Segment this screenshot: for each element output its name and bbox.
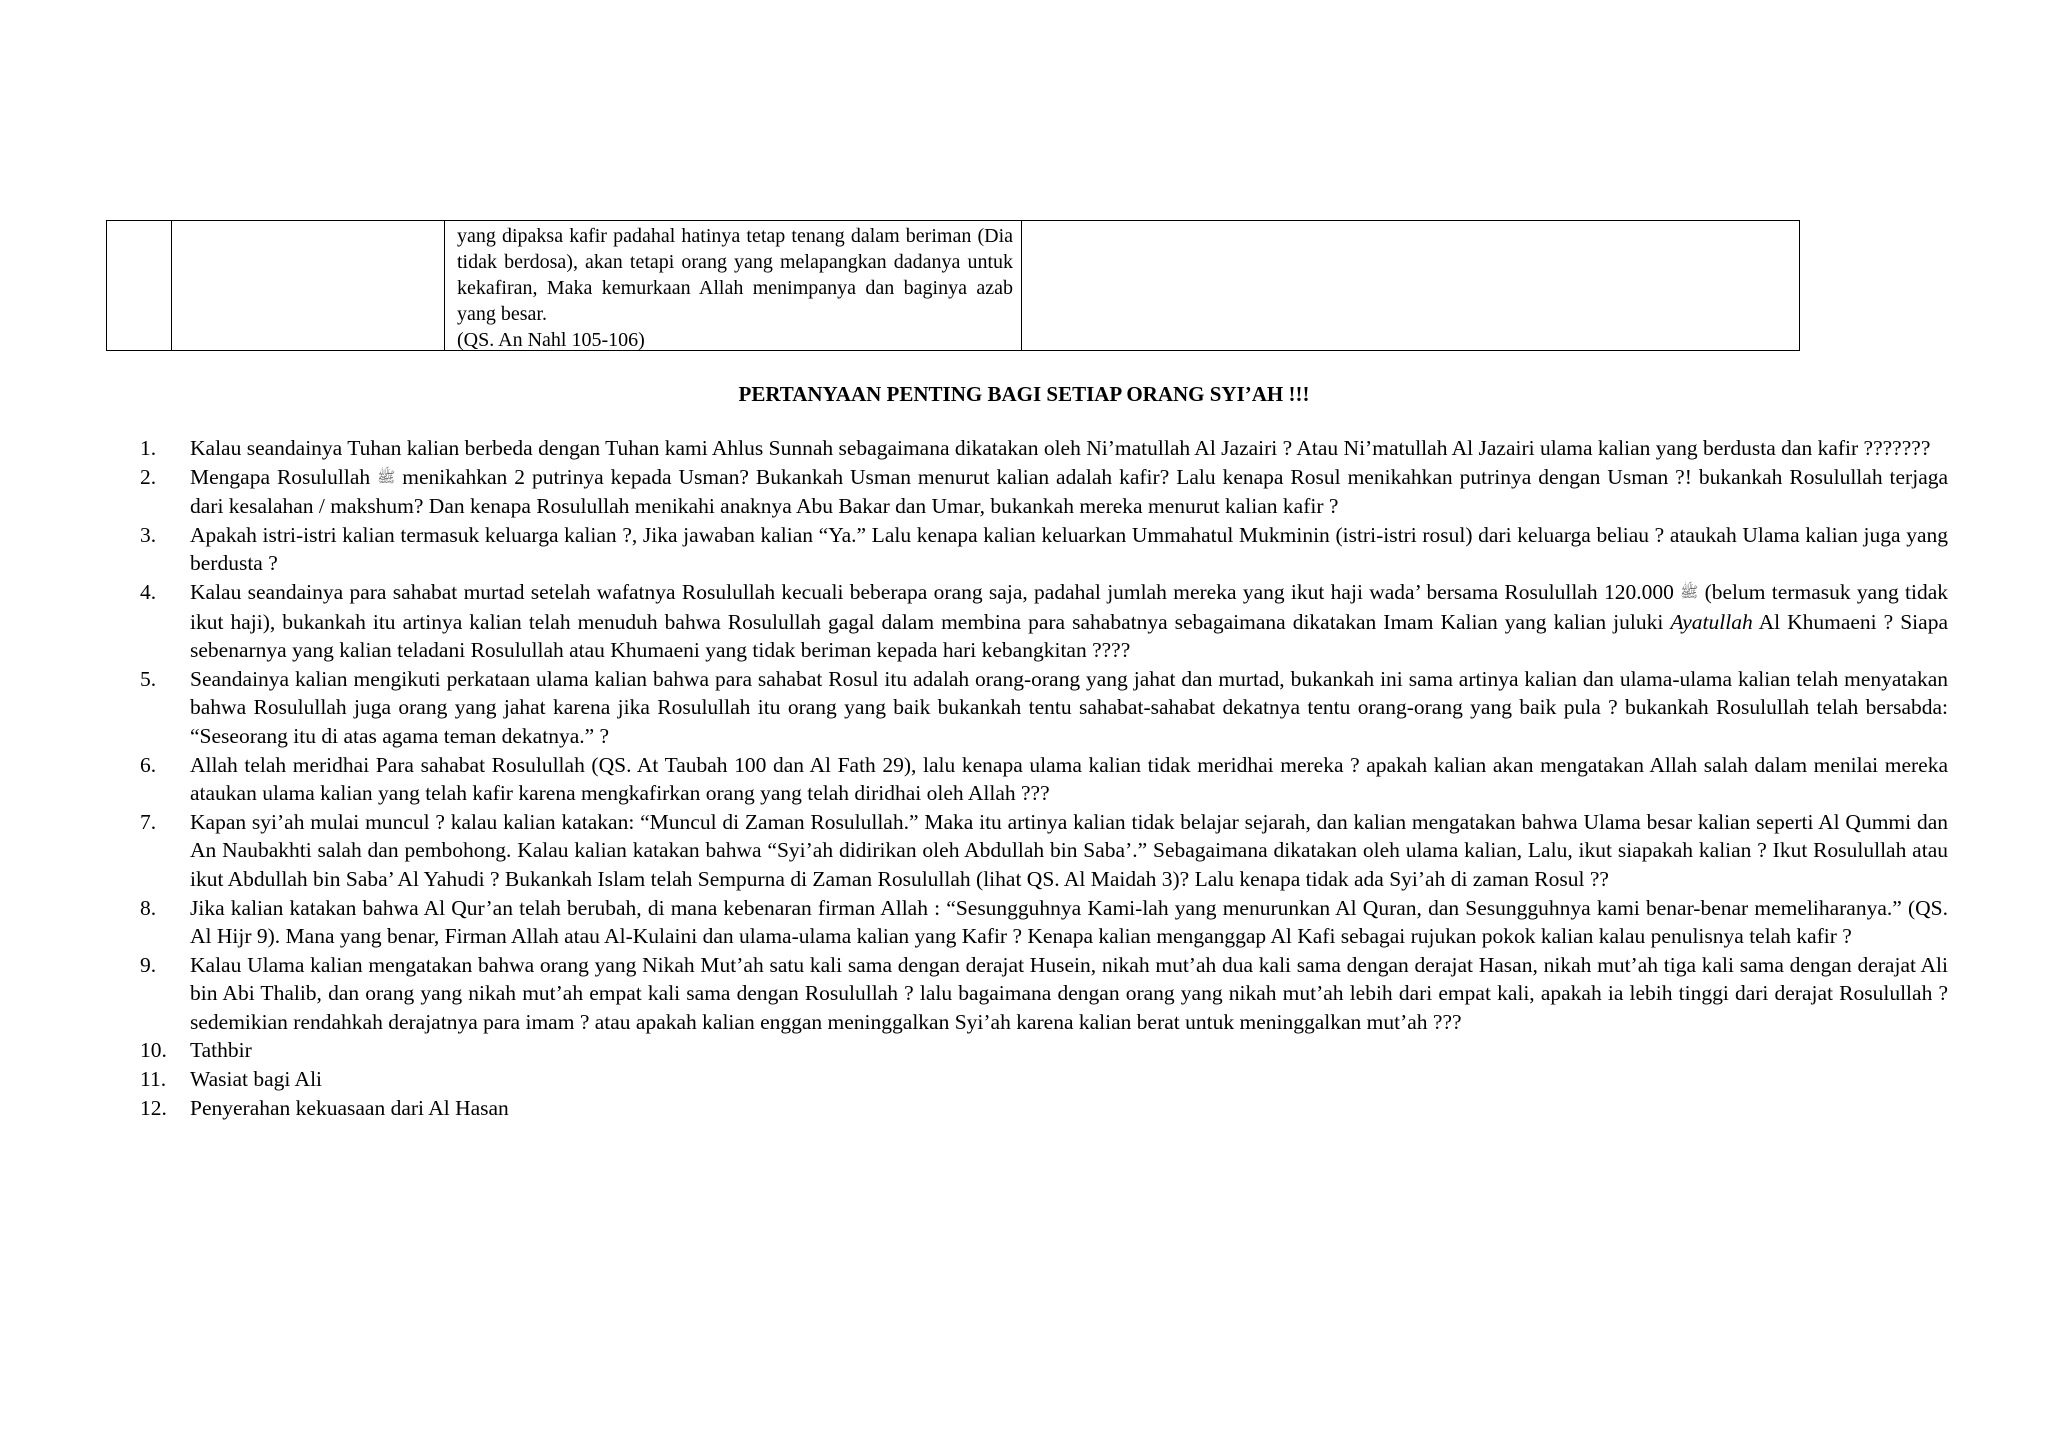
saw-symbol: ﷺ (1680, 584, 1699, 601)
item-text: Wasiat bagi Ali (190, 1067, 323, 1092)
list-item (140, 463, 1948, 521)
item-text: Kalau seandainya Tuhan kalian berbeda dengan Tuhan kami Ahlus Sunnah sebagaimana dikatakan oleh Ni’matullah Al Jazairi ? Atau Ni’matullah Al Jazairi ulama kalian yang berdusta dan kafir ??????? (190, 436, 1931, 460)
list-item (140, 1094, 1948, 1123)
list-item (140, 808, 1948, 894)
item-number: 1. (140, 436, 157, 460)
item-text: Kapan syi’ah mulai muncul ? kalau kalian katakan: “Muncul di Zaman Rosulullah.” Maka itu artinya kalian tidak belajar sejarah, dan kalian mengatakan bahwa Ulama besar kalian seperti Al Qummi dan An Naubakhti salah dan pembohong. Kalau kalian katakan bahwa “Syi’ah didirikan oleh Abdullah bin Saba’.” Sebagaimana dikatakan oleh ulama kalian, Lalu, ikut siapakah kalian ? Ikut Rosulullah atau ikut Abdullah bin Saba’ Al Yahudi ? Bukankah Islam telah Sempurna di Zaman Rosulullah (lihat QS. Al Maidah 3)? Lalu kenapa tidak ada Syi’ah di zaman Rosul ?? (190, 809, 1948, 891)
list-item (140, 665, 1948, 751)
list-item (140, 951, 1948, 1037)
item-text-part: 120.000 (belum termasuk yang tidak ikut haji), bukankah itu artinya kalian telah menuduh bahwa Rosulullah gagal dalam membina para sahabatnya sebagaimana dikatakan Imam Kalian yang kalian juluki (190, 579, 1949, 634)
item-text: Allah telah meridhai Para sahabat Rosulullah (QS. At Taubah 100 dan Al Fath 29), lalu kenapa ulama kalian tidak meridhai mereka ? apakah kalian akan mengatakan Allah salah dalam menilai mereka ataukan ulama kalian yang telah kafir karena mengkafirkan orang yang telah diridhai oleh Allah ??? (190, 752, 1948, 806)
list-item (140, 751, 1948, 808)
item-text-part: Kalau seandainya para sahabat murtad setelah wafatnya Rosulullah kecuali beberapa orang saja, padahal jumlah mereka yang ikut haji wada’ bersama Rosulullah (190, 579, 1598, 604)
item-text: Tathbir (190, 1038, 252, 1063)
verse-text: yang dipaksa kafir padahal hatinya tetap tenang dalam beriman (Dia tidak berdosa), akan tetapi orang yang melapangkan dadanya untuk kekafiran, Maka kemurkaan Allah menimpanya dan baginya azab yang besar. (457, 225, 1013, 325)
item-number: 9. (140, 952, 157, 977)
item-text-part: Al Khumaeni ? Siapa sebenarnya yang kalian teladani Rosulullah atau Khumaeni yang tidak beriman kepada hari kebangkitan ???? (190, 609, 1948, 663)
table-cell-notes (1022, 221, 1799, 350)
item-text: Penyerahan kekuasaan dari Al Hasan (190, 1095, 509, 1120)
question-list (140, 434, 1948, 1122)
item-number: 10. (140, 1038, 167, 1063)
item-text (190, 463, 1948, 521)
item-text-italic: Ayatullah (1670, 609, 1753, 634)
list-item (140, 1036, 1948, 1065)
list-item (140, 894, 1948, 951)
item-number: 6. (140, 752, 157, 777)
item-text: Jika kalian katakan bahwa Al Qur’an telah berubah, di mana kebenaran firman Allah : “Sesungguhnya Kami-lah yang menurunkan Al Quran, dan Sesungguhnya kami benar-benar memeliharanya.” (QS. Al Hijr 9). Mana yang benar, Firman Allah atau Al-Kulaini dan ulama-ulama kalian yang Kafir ? Kenapa kalian menganggap Al Kafi sebagai rujukan pokok kalian kalau penulisnya telah kafir ? (190, 895, 1948, 949)
item-text: Seandainya kalian mengikuti perkataan ulama kalian bahwa para sahabat Rosul itu adalah orang-orang yang jahat dan murtad, bukankah ini sama artinya kalian dan ulama-ulama kalian telah menyatakan bahwa Rosulullah juga orang yang jahat karena jika Rosulullah itu orang yang baik bukankah tentu sahabat-sahabat dekatnya tentu orang-orang yang baik pula ? bukankah Rosulullah telah bersabda: “Seseorang itu di atas agama teman dekatnya.” ? (190, 666, 1948, 748)
item-number: 2. (140, 464, 157, 489)
item-text-part: Mengapa Rosulullah (190, 464, 371, 489)
item-number: 8. (140, 895, 157, 920)
item-number: 7. (140, 809, 157, 834)
verse-reference: (QS. An Nahl 105-106) (457, 329, 645, 351)
saw-symbol: ﷺ (377, 469, 396, 486)
list-item (140, 434, 1948, 463)
list-item (140, 1065, 1948, 1094)
item-number: 5. (140, 666, 157, 691)
table-cell-number (107, 221, 172, 350)
item-text: Kalau Ulama kalian mengatakan bahwa orang yang Nikah Mut’ah satu kali sama dengan derajat Husein, nikah mut’ah dua kali sama dengan derajat Hasan, nikah mut’ah tiga kali sama dengan derajat Ali bin Abi Thalib, dan orang yang nikah mut’ah empat kali sama dengan Rosulullah ? lalu bagaimana dengan orang yang nikah mut’ah lebih dari empat kali, apakah ia lebih tinggi dari derajat Rosulullah ? sedemikian rendahkah derajatnya para imam ? atau apakah kalian enggan meninggalkan Syi’ah karena kalian berat untuk meninggalkan mut’ah ??? (190, 952, 1948, 1034)
list-item (140, 578, 1948, 665)
item-number: 11. (140, 1067, 167, 1092)
item-number: 4. (140, 579, 157, 604)
item-text (190, 578, 1948, 665)
page-title: PERTANYAAN PENTING BAGI SETIAP ORANG SYI’AH !!! (738, 382, 1310, 406)
quote-table (106, 220, 1800, 351)
table-cell-topic (172, 221, 445, 350)
item-number: 12. (140, 1095, 167, 1120)
item-text: Apakah istri-istri kalian termasuk keluarga kalian ?, Jika jawaban kalian “Ya.” Lalu kenapa kalian keluarkan Ummahatul Mukminin (istri-istri rosul) dari keluarga beliau ? ataukah Ulama kalian juga yang berdusta ? (190, 522, 1948, 576)
list-item (140, 521, 1948, 578)
table-cell-verse (445, 221, 1022, 350)
item-number: 3. (140, 522, 157, 547)
item-text-part: menikahkan 2 putrinya kepada Usman? Bukankah Usman menurut kalian adalah kafir? Lalu kenapa Rosul menikahkan putrinya dengan Usman ?! bukankah Rosulullah terjaga dari kesalahan / makshum? Dan kenapa Rosulullah menikahi anaknya Abu Bakar dan Umar, bukankah mereka menurut kalian kafir ? (190, 464, 1949, 519)
